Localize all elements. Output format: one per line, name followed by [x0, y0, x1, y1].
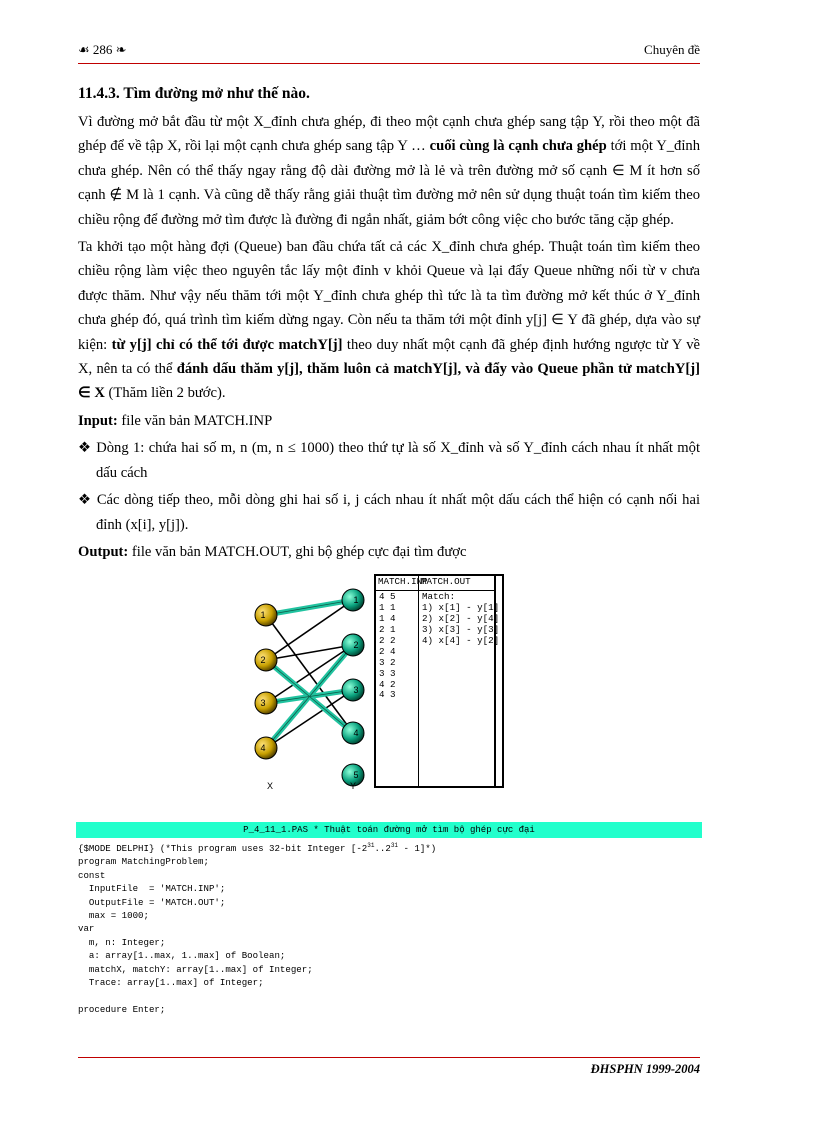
matched-edge-outline [266, 645, 353, 748]
matched-edge-outline [266, 600, 353, 615]
y-node-5-label: 5 [353, 770, 359, 781]
x-node-3-label: 3 [260, 698, 266, 709]
page-header [78, 40, 700, 62]
io-table [374, 574, 504, 788]
x-node-3 [255, 692, 277, 714]
code-listing: {$MODE DELPHI} (*This program uses 32-bit Integer $[-2^{31}..2^{31} - 1]*$) program MatchingProblem; const InputFile = 'MATCH.INP'; OutputFile = 'MATCH.OUT'; max = 1000; var m, n: Integer; a: array[1..max, 1..max] of Boolean; matchX, matchY: array[1..max] of Integer; Trace: array[1..max] of Integer; procedure Enter; [78, 841, 437, 1015]
y-node-1-label: 1 [353, 595, 359, 606]
bipartite-graph [78, 570, 378, 792]
y-set-label: Y [349, 781, 357, 792]
input-header: MATCH.INP [376, 576, 418, 591]
paragraph-1: Vì đường mở bắt đầu từ một X_đỉnh chưa ghép, đi theo một cạnh chưa ghép sang tập Y, rồi theo một đã ghép để về tập X, rồi lại một cạnh chưa ghép sang tập Y … cuối cùng là cạnh chưa ghép tới một Y_đỉnh chưa ghép. Nên có thể thấy ngay rằng độ dài đường mở là lẻ và trên đường mở số cạnh ∈ M ít hơn số cạnh ∉ M là 1 cạnh. Và cũng dễ thấy rằng giải thuật tìm đường mở nên sử dụng thuật toán tìm kiếm theo chiều rộng để đường mở tìm được là đường đi ngắn nhất, giảm bớt công việc cho bước tăng cặp ghép. [78, 114, 700, 228]
section-title: 11.4.3. Tìm đường mở như thế nào. [78, 85, 310, 102]
diamond-bullet-icon: ❖ [78, 492, 97, 509]
output-header: MATCH.OUT [419, 576, 494, 591]
footer-text: ĐHSPHN 1999-2004 [590, 1062, 700, 1076]
output-lines: Match: 1) x[1] - y[1] 2) x[2] - y[4] 3) x[3] - y[3] 4) x[4] - y[2] [422, 591, 500, 646]
x-node-2-label: 2 [260, 655, 266, 666]
graph-figure [78, 570, 700, 792]
x-node-1 [255, 604, 277, 626]
header-rule [78, 63, 700, 64]
x-node-4 [255, 737, 277, 759]
x-node-1-label: 1 [260, 610, 266, 621]
output-line: Output: file văn bản MATCH.OUT, ghi bộ ghép cực đại tìm được [78, 543, 467, 560]
page-number: ☙ 286 ❧ [78, 42, 127, 57]
y-node-2-label: 2 [353, 640, 359, 651]
footer-rule [78, 1057, 700, 1058]
ornament-left-icon: ☙ [78, 42, 93, 57]
main-content [78, 82, 700, 792]
x-set-label: X [266, 781, 274, 792]
chapter-label: Chuyên đề [644, 42, 700, 57]
x-node-2 [255, 649, 277, 671]
y-node-3-label: 3 [353, 685, 359, 696]
ornament-right-icon: ❧ [112, 42, 127, 57]
input-column [376, 576, 428, 786]
x-node-4-label: 4 [260, 743, 266, 754]
bullet-item-2: ❖ Các dòng tiếp theo, mỗi dòng ghi hai số i, j cách nhau ít nhất một dấu cách thể hiện có cạnh nối hai đỉnh (x[i], y[j]). [78, 492, 701, 533]
input-line: Input: file văn bản MATCH.INP [78, 412, 273, 429]
paragraph-2: Ta khởi tạo một hàng đợi (Queue) ban đầu chứa tất cả các X_đỉnh chưa ghép. Thuật toán tìm kiếm theo chiều rộng làm việc theo nguyên tắc lấy một đỉnh v khỏi Queue và lại đẩy Queue những nối từ v chưa được thăm. Như vậy nếu thăm tới một Y_đỉnh chưa ghép thì tức là ta tìm đường mở kết thúc ở Y_đỉnh chưa ghép đó, quá trình tìm kiếm dừng ngay. Còn nếu ta thăm tới một đỉnh y[j] ∈ Y đã ghép, dựa vào sự kiện: từ y[j] chỉ có thể tới được matchY[j] theo duy nhất một cạnh đã ghép định hướng ngược từ Y về X, nên ta có thể đánh dấu thăm y[j], thăm luôn cả matchY[j], và đẩy vào Queue phần tử matchY[j] ∈ X (Thăm liền 2 bước). [78, 239, 701, 402]
diamond-bullet-icon: ❖ [78, 440, 97, 457]
input-lines: 4 5 1 1 1 4 2 1 2 2 2 4 3 2 3 3 4 2 4 3 [379, 591, 396, 701]
bullet-item-1: ❖ Dòng 1: chứa hai số m, n (m, n ≤ 1000) theo thứ tự là số X_đỉnh và số Y_đỉnh cách nhau ít nhất một dấu cách [78, 440, 700, 481]
output-column [419, 576, 500, 786]
code-banner: P_4_11_1.PAS * Thuật toán đường mở tìm bộ ghép cực đại [76, 822, 702, 838]
y-node-4-label: 4 [353, 728, 359, 739]
